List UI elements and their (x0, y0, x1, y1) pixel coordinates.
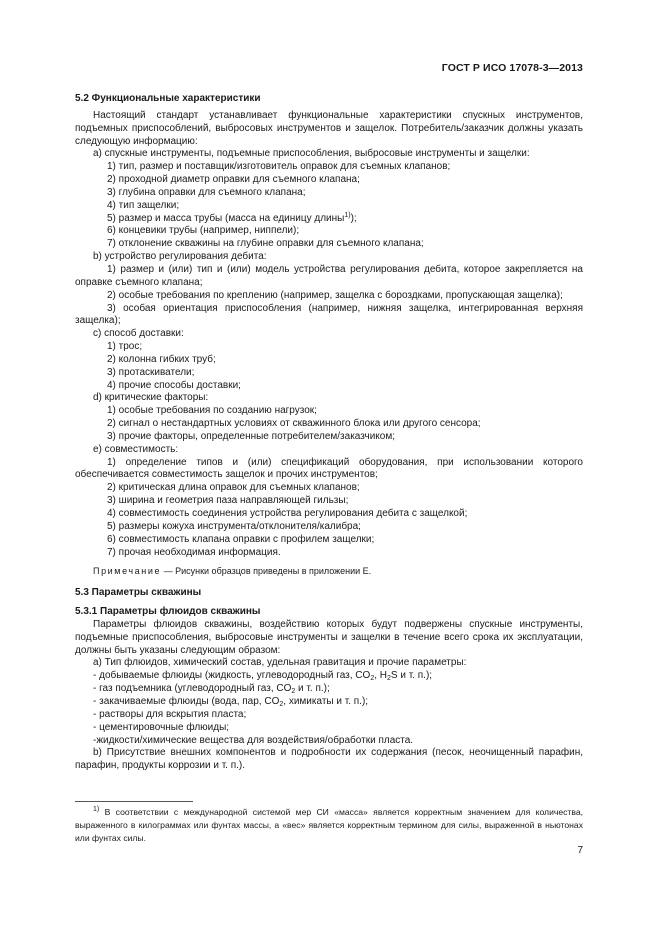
fluid-params-label: а) Тип флюидов, химический состав, удельная гравитация и прочие параметры: (93, 657, 467, 669)
list-item: - растворы для вскрытия пласта; (93, 708, 247, 720)
list-item: 5) размеры кожуха инструмента/отклонителя/калибра; (107, 520, 361, 532)
list-item: 4) тип защелки; (107, 199, 180, 211)
list-item: 3) особая ориентация приспособления (например, нижняя защелка, интегрированная верхняя защелка); (75, 302, 583, 327)
footnote (75, 806, 583, 844)
list-item: 2) проходной диаметр оправки для съемного клапана; (107, 174, 360, 186)
list-item: 3) глубина оправки для съемного клапана; (107, 186, 306, 198)
list-item: 2) критическая длина оправок для съемных клапанов; (107, 482, 360, 494)
list-item: - добываемые флюиды (жидкость, углеводородный газ, $CO_2$, $H_2S$ и т. п.); (93, 670, 433, 683)
list-a-label: а) спускные инструменты, подъемные приспособления, выбросовые инструменты и защелки: (93, 148, 530, 160)
section-heading-5-3-1: 5.3.1 Параметры флюидов скважины (75, 606, 261, 618)
list-item: 3) ширина и геометрия паза направляющей гильзы; (107, 495, 349, 507)
list-item: 5) размер и масса трубы (масса на единицу длины$^{1)}$); (107, 211, 357, 224)
section-5-2-intro: Настоящий стандарт устанавливает функциональные характеристики спускных инструментов, подъемных приспособлений, выбросовых инструментов и защелок. Потребитель/заказчик должны указать следующую информацию: (75, 109, 583, 147)
list-item: 2) особые требования по креплению (например, защелка с бороздками, пропускающая защелка); (107, 289, 563, 301)
note-text: — Рисунки образцов приведены в приложении Е. (161, 566, 372, 577)
note (75, 565, 583, 578)
list-e-items (75, 482, 583, 559)
list-item: 1) особые требования по созданию нагрузок; (107, 405, 317, 417)
list-a-items (75, 161, 583, 251)
list-item: - закачиваемые флюиды (вода, пар, $CO_2$, химикаты и т. п.); (93, 695, 369, 708)
section-heading-5-2: 5.2 Функциональные характеристики (75, 93, 261, 104)
list-item: 1) определение типов и (или) спецификаций оборудования, при использовании которого обеспечивается совместимость защелок и прочих инструментов; (75, 456, 583, 481)
list-item: 7) отклонение скважины на глубине оправки для съемного клапана; (107, 238, 424, 250)
list-item: 1) трос; (107, 341, 143, 353)
list-item: 6) концевики трубы (например, ниппели); (107, 225, 300, 237)
list-item: 6) совместимость клапана оправки с профилем защелки; (107, 533, 375, 545)
list-item: 7) прочая необходимая информация. (107, 546, 281, 558)
list-item: - цементировочные флюиды; (93, 721, 230, 733)
list-d-label: d) критические факторы: (93, 392, 209, 404)
list-item: 3) протаскиватели; (107, 366, 195, 378)
note-label: Примечание (93, 566, 162, 577)
footnote-mark: 1) (93, 806, 100, 813)
list-item: -жидкости/химические вещества для воздействия/обработки пласта. (93, 734, 414, 746)
footnote-ref: 1) (344, 211, 351, 219)
external-components-item: b) Присутствие внешних компонентов и подробности их содержания (песок, неочищенный парафин, парафин, продукты коррозии и т. п.). (75, 747, 583, 772)
section-heading-5-3: 5.3 Параметры скважины (75, 587, 202, 599)
list-item: 2) колонна гибких труб; (107, 353, 216, 365)
document-code-header: ГОСТ Р ИСО 17078-3—2013 (441, 62, 583, 74)
list-b-label: b) устройство регулирования дебита: (93, 251, 267, 263)
list-item: 4) прочие способы доставки; (107, 379, 241, 391)
footnote-text: В соответствии с международной системой мер СИ «масса» является корректным значением для количества, выраженного в килограммах или фунтах массы, а «вес» является корректным термином для силы, выраженной в ньютонах или фунтах силы. (75, 807, 583, 843)
list-e-label: e) совместимость: (93, 443, 179, 455)
list-item: - газ подъемника (углеводородный газ, $CO_2$ и т. п.); (93, 683, 330, 696)
list-item: 1) тип, размер и поставщик/изготовитель оправок для съемных клапанов; (107, 161, 451, 173)
list-d-items (75, 405, 583, 444)
page-body (75, 93, 583, 773)
footnote-divider (75, 801, 193, 802)
list-c-label: c) способ доставки: (93, 328, 184, 340)
list-item: 4) совместимость соединения устройства регулирования дебита с защелкой; (107, 508, 468, 519)
list-item: 3) прочие факторы, определенные потребителем/заказчиком; (107, 430, 395, 442)
list-item: 1) размер и (или) тип и (или) модель устройства регулирования дебита, которое закрепляется на оправке съемного клапана; (75, 263, 583, 288)
list-item: 2) сигнал о нестандартных условиях от скважинного блока или другого сенсора; (107, 418, 481, 430)
list-c-items (75, 341, 583, 392)
page-number: 7 (577, 845, 583, 856)
section-5-3-1-intro: Параметры флюидов скважины, воздействию которых будут подвержены спускные инструменты, подъемные приспособления, выбросовые инструменты и защелки в течение всего срока их эксплуатации, должны быть указаны следующим образом: (75, 618, 583, 656)
